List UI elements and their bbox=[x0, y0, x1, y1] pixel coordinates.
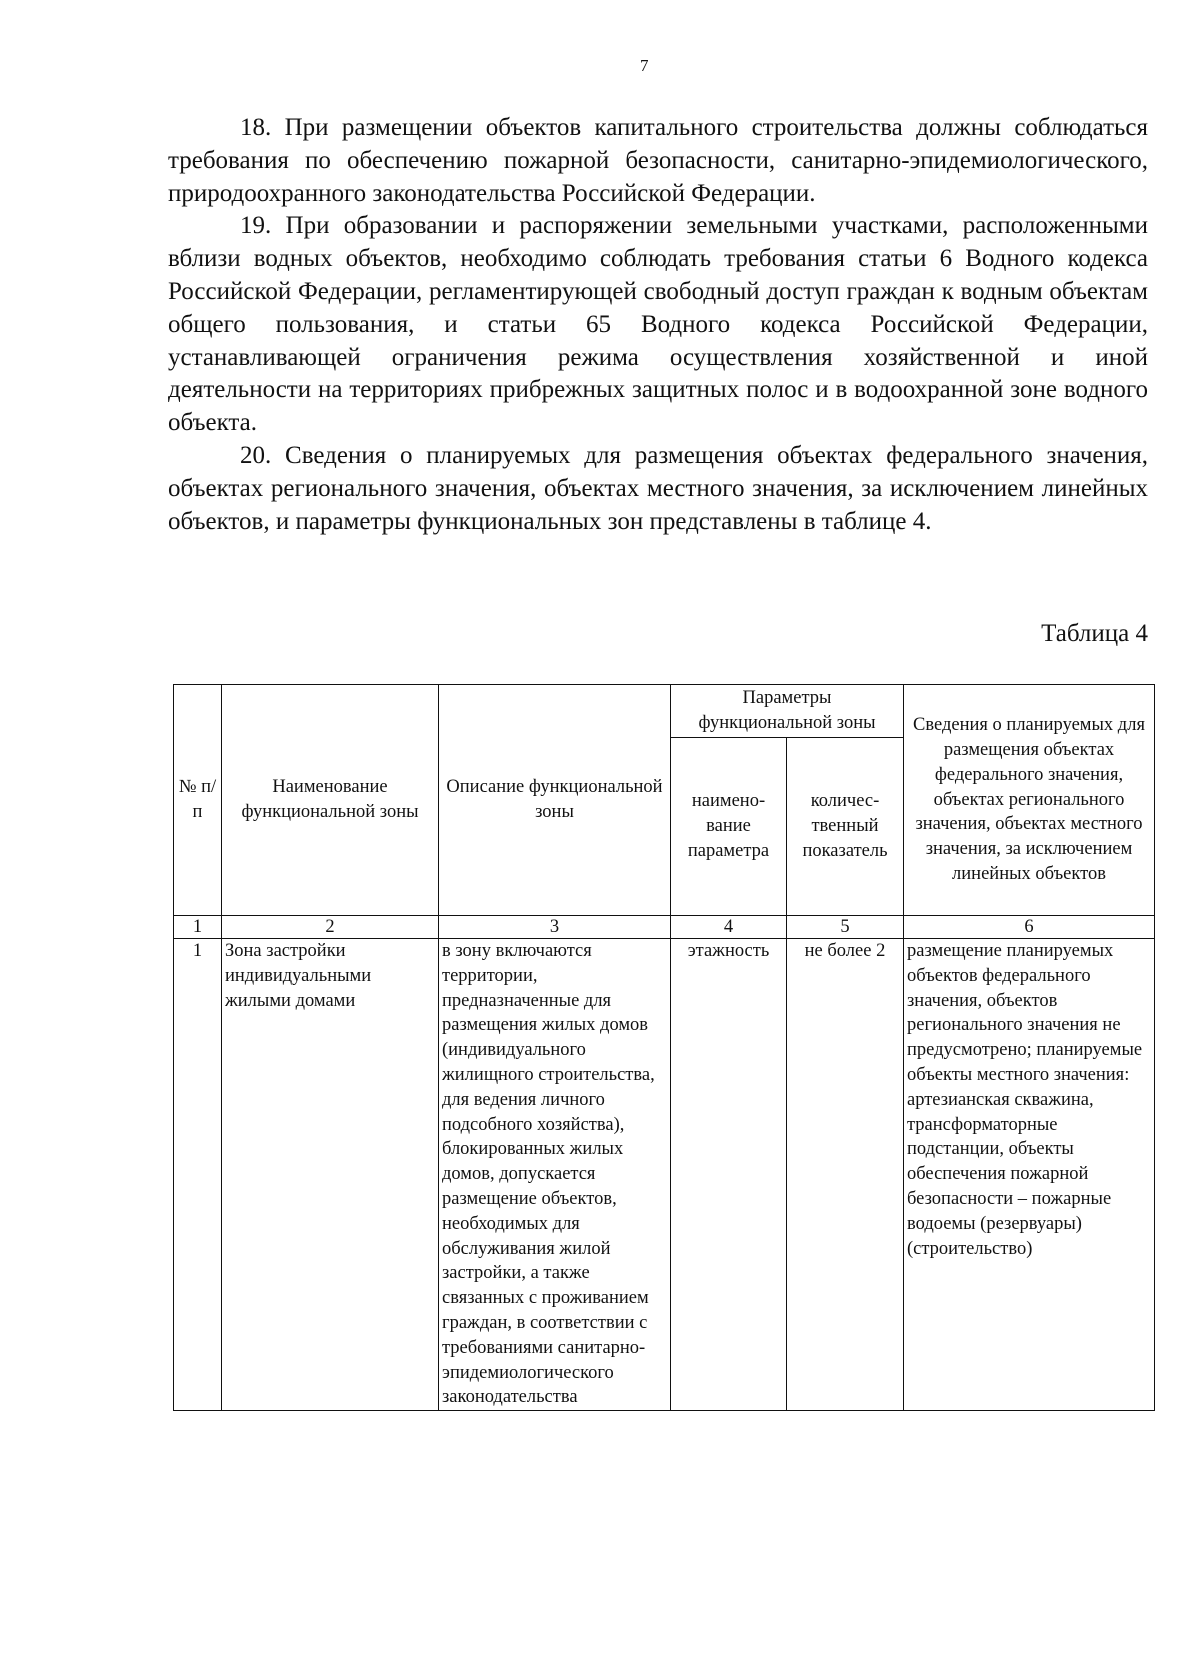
planned-objects-info: размещение планируемых объектов федерального значения, объектов регионального значения не предусмотрено; планируемые объекты местного значения: артезианская скважина, трансформаторные подстанции, объекты обеспечения пожарной безопасности – пожарные водоемы (резервуары) (строительство) bbox=[904, 939, 1155, 1411]
column-number: 3 bbox=[439, 916, 671, 939]
header-param-value: количес-твенный показатель bbox=[787, 738, 904, 916]
column-number: 2 bbox=[222, 916, 439, 939]
param-value: не более 2 bbox=[787, 939, 904, 1411]
row-num: 1 bbox=[174, 939, 222, 1411]
zone-description: в зону включаются территории, предназначенные для размещения жилых домов (индивидуального жилищного строительства, для ведения личного подсобного хозяйства), блокированных жилых домов, допускается размещение объектов, необходимых для обслуживания жилой застройки, а также связанных с проживанием граждан, в соответствии с требованиями санитарно-эпидемиологического законодательства bbox=[439, 939, 671, 1411]
header-param-name: наимено-вание параметра bbox=[671, 738, 787, 916]
page-number: 7 bbox=[640, 56, 649, 75]
column-number: 1 bbox=[174, 916, 222, 939]
paragraph-20: 20. Сведения о планируемых для размещения объектах федерального значения, объектах регионального значения, объектах местного значения, за исключением линейных объектов, и параметры функциональных зон представлены в таблице 4. bbox=[168, 441, 1148, 535]
table-row bbox=[174, 939, 1155, 1411]
functional-zones-table bbox=[173, 684, 1155, 1411]
body-text bbox=[168, 112, 1148, 538]
param-name: этажность bbox=[671, 939, 787, 1411]
column-number: 4 bbox=[671, 916, 787, 939]
column-number-row bbox=[174, 916, 1155, 939]
table-caption: Таблица 4 bbox=[1041, 620, 1148, 647]
zone-name: Зона застройки индивидуальными жилыми домами bbox=[222, 939, 439, 1411]
header-zone-description: Описание функциональной зоны bbox=[439, 685, 671, 916]
paragraph-19: 19. При образовании и распоряжении земельными участками, расположенными вблизи водных объектов, необходимо соблюдать требования статьи 6 Водного кодекса Российской Федерации, регламентирующей свободный доступ граждан к водным объектам общего пользования, и статьи 65 Водного кодекса Российской Федерации, устанавливающей ограничения режима осуществления хозяйственной и иной деятельности на территориях прибрежных защитных полос и в водоохранной зоне водного объекта. bbox=[168, 212, 1148, 437]
column-number: 5 bbox=[787, 916, 904, 939]
header-planned-objects-info: Сведения о планируемых для размещения объектах федерального значения, объектах регионального значения, объектах местного значения, за исключением линейных объектов bbox=[904, 685, 1155, 916]
header-zone-name: Наименование функциональной зоны bbox=[222, 685, 439, 916]
header-num: № п/п bbox=[174, 685, 222, 916]
column-number: 6 bbox=[904, 916, 1155, 939]
header-params-group: Параметры функциональной зоны bbox=[671, 685, 904, 738]
paragraph-18: 18. При размещении объектов капитального строительства должны соблюдаться требования по обеспечению пожарной безопасности, санитарно-эпидемиологического, природоохранного законодательства Российской Федерации. bbox=[168, 114, 1148, 207]
